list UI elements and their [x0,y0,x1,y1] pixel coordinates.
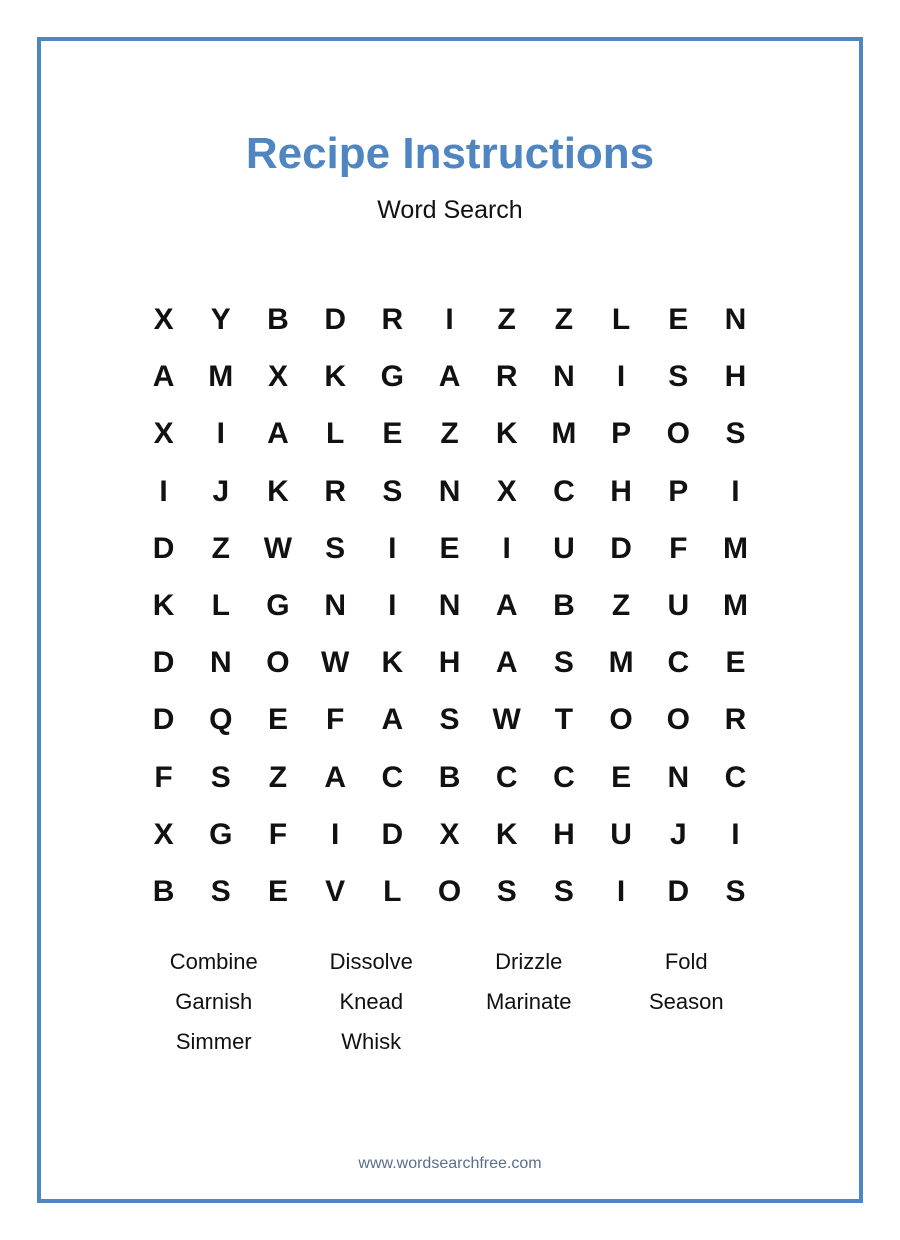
word-list-item: Fold [664,949,708,974]
grid-letter[interactable]: F [325,703,345,737]
grid-letter[interactable]: M [608,646,634,680]
grid-letter[interactable]: R [495,360,518,394]
grid-letter[interactable]: C [667,646,690,680]
grid-letter[interactable]: S [210,760,231,794]
grid-row [135,634,764,691]
grid-letter[interactable]: Y [210,303,231,336]
grid-letter[interactable]: I [616,360,626,394]
grid-letter[interactable]: H [610,474,632,508]
grid-letter[interactable]: F [154,760,173,794]
grid-letter[interactable]: S [725,874,746,908]
grid-letter[interactable]: N [553,360,575,394]
grid-letter[interactable]: B [152,874,175,908]
grid-letter[interactable]: O [609,703,633,737]
grid-letter[interactable]: B [553,588,575,622]
grid-letter[interactable]: G [209,817,233,851]
grid-letter[interactable]: I [616,874,626,908]
page-subtitle: Word Search [377,196,523,224]
grid-letter[interactable]: G [266,588,290,622]
grid-letter[interactable]: K [267,474,289,508]
grid-letter[interactable]: R [324,474,346,508]
grid-letter[interactable]: X [153,817,174,851]
grid-letter[interactable]: X [496,474,517,508]
grid-letter[interactable]: R [381,303,404,336]
word-list-item: Simmer [175,1029,252,1054]
grid-letter[interactable]: C [381,760,404,794]
word-list-item: Season [648,989,724,1014]
grid-row [135,863,764,920]
grid-letter[interactable]: D [667,874,690,908]
grid-letter[interactable]: A [381,703,404,737]
grid-letter[interactable]: K [324,360,346,394]
footer-url[interactable]: www.wordsearchfree.com [358,1155,542,1172]
grid-letter[interactable]: H [553,817,575,851]
grid-letter[interactable]: C [495,760,518,794]
grid-letter[interactable]: M [722,588,748,622]
grid-letter[interactable]: E [267,703,288,737]
grid-letter[interactable]: O [666,417,690,451]
grid-row [135,520,764,577]
grid-letter[interactable]: I [330,817,340,851]
grid-letter[interactable]: N [209,646,232,680]
grid-row [135,806,764,863]
grid-letter[interactable]: L [383,874,402,908]
grid-letter[interactable]: I [388,588,397,622]
grid-letter[interactable]: R [724,703,747,737]
grid-letter[interactable]: E [668,303,689,336]
grid-letter[interactable]: X [153,303,174,336]
grid-letter[interactable]: D [381,817,404,851]
grid-letter[interactable]: E [725,646,746,680]
grid-letter[interactable]: I [731,817,740,851]
word-list-item: Garnish [175,989,253,1014]
grid-letter[interactable]: A [267,417,289,451]
grid-letter[interactable]: K [381,646,404,680]
word-list-item: Drizzle [495,949,563,974]
grid-letter[interactable]: A [495,646,518,680]
grid-letter[interactable]: F [268,817,288,851]
grid-letter[interactable]: A [438,360,461,394]
grid-letter[interactable]: M [551,417,577,451]
grid-letter[interactable]: U [553,531,575,565]
grid-letter[interactable]: Z [268,760,288,794]
grid-letter[interactable]: W [320,646,350,680]
grid-letter[interactable]: V [325,874,346,908]
grid-letter[interactable]: L [325,417,345,451]
grid-letter[interactable]: A [324,760,346,794]
grid-letter[interactable]: D [152,531,175,565]
grid-letter[interactable]: Z [611,588,631,622]
grid-row [135,405,764,462]
grid-letter[interactable]: I [445,303,454,336]
grid-letter[interactable]: X [439,817,460,851]
grid-letter[interactable]: C [724,760,747,794]
grid-letter[interactable]: O [666,703,690,737]
letter-grid [135,291,764,920]
grid-letter[interactable]: L [611,303,631,336]
grid-letter[interactable]: O [266,646,290,680]
grid-letter[interactable]: Z [497,303,516,336]
grid-letter[interactable]: Z [211,531,230,565]
grid-letter[interactable]: I [216,417,225,451]
grid-letter[interactable]: U [667,588,690,622]
grid-letter[interactable]: O [437,874,462,908]
grid-letter[interactable]: D [152,646,175,680]
grid-letter[interactable]: S [496,874,517,908]
grid-letter[interactable]: N [438,588,461,622]
grid-letter[interactable]: K [152,588,175,622]
grid-letter[interactable]: G [380,360,405,394]
grid-letter[interactable]: D [152,703,175,737]
grid-letter[interactable]: H [724,360,747,394]
grid-letter[interactable]: W [263,531,293,565]
grid-letter[interactable]: B [267,303,289,336]
grid-letter[interactable]: F [669,531,688,565]
grid-letter[interactable]: H [438,646,461,680]
grid-letter[interactable]: S [210,874,231,908]
grid-letter[interactable]: E [267,874,288,908]
grid-letter[interactable]: N [724,303,747,336]
grid-letter[interactable]: M [722,531,748,565]
grid-letter[interactable]: I [159,474,168,508]
grid-letter[interactable]: M [208,360,234,394]
grid-letter[interactable]: J [669,817,687,851]
grid-letter[interactable]: S [553,874,574,908]
grid-letter[interactable]: Z [554,303,574,336]
grid-letter[interactable]: A [495,588,518,622]
grid-row [135,463,764,520]
grid-letter[interactable]: X [153,417,174,451]
page-title: Recipe Instructions [245,129,655,178]
grid-letter[interactable]: N [667,760,690,794]
grid-letter[interactable]: B [438,760,461,794]
grid-letter[interactable]: C [553,474,575,508]
word-list [135,942,765,1062]
grid-letter[interactable]: N [324,588,346,622]
word-list-item: Marinate [485,989,572,1014]
grid-letter[interactable]: N [438,474,461,508]
word-list-item: Dissolve [329,949,413,974]
grid-row [135,749,764,806]
grid-letter[interactable]: E [439,531,460,565]
grid-letter[interactable]: U [610,817,632,851]
grid-letter[interactable]: C [553,760,575,794]
grid-row [135,291,764,348]
grid-letter[interactable]: E [382,417,403,451]
grid-letter[interactable]: S [439,703,460,737]
grid-letter[interactable]: D [324,303,346,336]
grid-letter[interactable]: S [553,646,574,680]
grid-row [135,348,764,405]
grid-letter[interactable]: P [611,417,632,451]
grid-letter[interactable]: K [495,817,518,851]
grid-row [135,691,764,748]
grid-letter[interactable]: S [325,531,346,565]
grid-row [135,577,764,634]
grid-letter[interactable]: I [502,531,511,565]
grid-letter[interactable]: S [725,417,746,451]
grid-letter[interactable]: Z [440,417,459,451]
word-list-item: Whisk [341,1029,402,1054]
grid-letter[interactable]: I [731,474,740,508]
grid-letter[interactable]: J [212,474,230,508]
grid-letter[interactable]: S [668,360,689,394]
grid-letter[interactable]: W [492,703,521,737]
grid-letter[interactable]: P [668,474,689,508]
grid-letter[interactable]: L [211,588,230,622]
grid-letter[interactable]: A [152,360,175,394]
grid-letter[interactable]: D [610,531,632,565]
grid-letter[interactable]: I [388,531,397,565]
word-list-item: Combine [169,949,258,974]
word-list-item: Knead [339,989,404,1014]
grid-letter[interactable]: Q [209,703,233,737]
grid-letter[interactable]: K [495,417,518,451]
grid-letter[interactable]: T [554,703,574,737]
grid-letter[interactable]: S [382,474,403,508]
grid-letter[interactable]: X [267,360,288,394]
grid-letter[interactable]: E [611,760,632,794]
